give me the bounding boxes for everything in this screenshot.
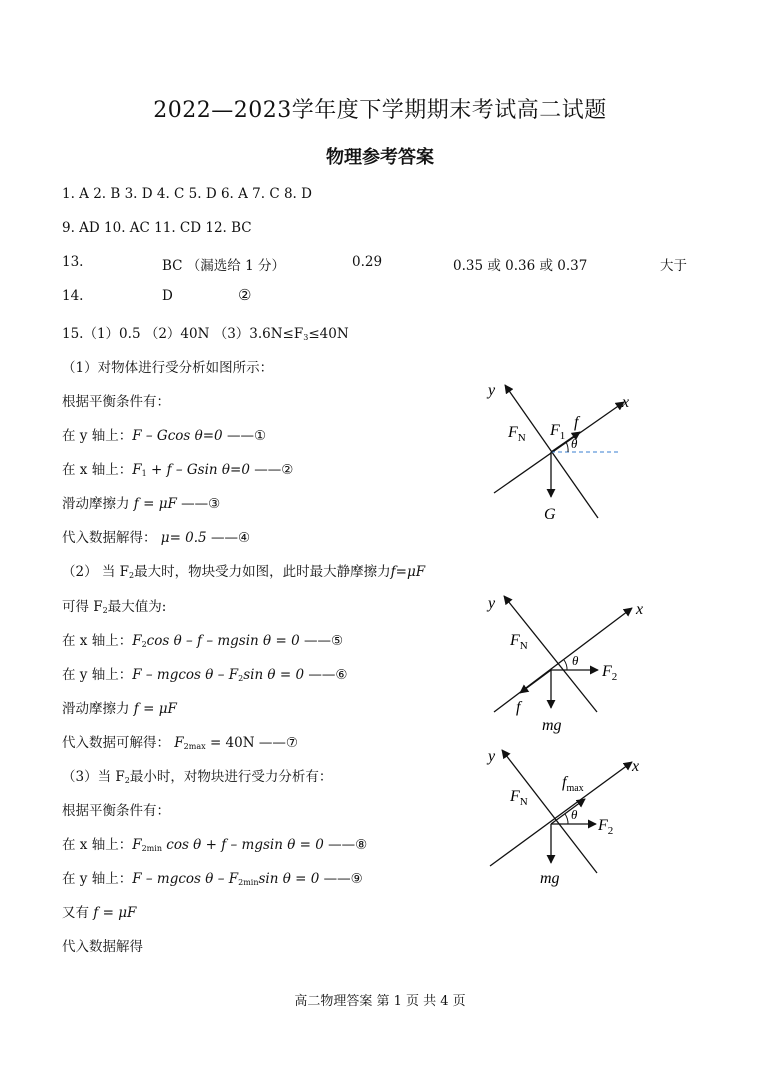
f2-label: $F_2$ xyxy=(602,663,618,683)
q13-answer-d: 大于 xyxy=(660,258,687,274)
normal-force-label: $F_N$ xyxy=(510,632,528,652)
page-subtitle: 物理参考答案 xyxy=(326,147,434,168)
normal-force-label: $F_N$ xyxy=(508,424,526,444)
page-footer: 高二物理答案 第 1 页 共 4 页 xyxy=(294,994,466,1009)
x-axis-label: x xyxy=(622,394,630,411)
q15-part1-condition: 根据平衡条件有： xyxy=(62,394,170,410)
force-diagram-3 xyxy=(480,745,660,895)
equation-7: 代入数据可解得： $F_{2max} = 40N$ ——⑦ xyxy=(62,735,298,751)
f1-label: $F_1$ xyxy=(550,422,566,442)
equation-friction-2: 滑动摩擦力 f = μF xyxy=(62,701,177,717)
equation-friction-3: 又有 f = μF xyxy=(62,905,137,921)
friction-label: f xyxy=(574,414,579,431)
friction-label: f xyxy=(516,699,521,716)
equation-2: 在 x 轴上：$F_1 + f - Gsin$ θ=0 ——② xyxy=(62,462,294,478)
q15-part3-intro: （3）当 $F_2$最小时，对物块进行受力分析有： xyxy=(62,769,333,785)
angle-arc xyxy=(564,660,567,670)
theta-label: θ xyxy=(572,653,579,668)
x-axis-label: x xyxy=(632,758,640,775)
q15-part2-max: 可得 $F_2$最大值为: xyxy=(62,599,167,615)
answers-row-2: 9. AD 10. AC 11. CD 12. BC xyxy=(62,220,252,236)
theta-label: θ xyxy=(571,436,578,451)
y-axis-label: y xyxy=(488,748,496,765)
answers-row-1: 1. A 2. B 3. D 4. C 5. D 6. A 7. C 8. D xyxy=(62,186,312,202)
q13-number: 13. xyxy=(62,254,84,270)
q14-answer-a: D xyxy=(162,288,173,304)
q13-answer-b: 0.29 xyxy=(352,254,383,270)
q15-part2-intro: （2） 当 $F_2$最大时，物块受力如图，此时最大静摩擦力f=μF xyxy=(62,564,426,580)
equation-4: 代入数据解得： μ= 0.5 ——④ xyxy=(62,530,251,546)
q14-number: 14. xyxy=(62,288,84,304)
gravity-label: G xyxy=(544,506,556,523)
x-axis-line xyxy=(494,608,632,712)
q15-part3-last: 代入数据解得 xyxy=(62,939,143,955)
q13-answer-a: BC （漏选给 1 分） xyxy=(162,258,285,274)
x-axis-line xyxy=(494,402,624,493)
equation-1: 在 y 轴上：F – Gcos θ=0 ——① xyxy=(62,428,267,444)
equation-6: 在 y 轴上：F – mgcos θ – $F_2\sin$ θ = 0 ——⑥ xyxy=(62,667,348,683)
q13-answer-c: 0.35 或 0.36 或 0.37 xyxy=(453,258,588,274)
x-axis-label: x xyxy=(636,601,644,618)
q15-summary: 15.（1）0.5 （2）40N $(3)3.6N\le F_3\le 40N$ xyxy=(62,326,349,342)
equation-5: 在 x 轴上：$F_2\cos$ θ – f – mgsin θ = 0 ——⑤ xyxy=(62,633,344,649)
q14-answer-b: ② xyxy=(238,286,252,304)
equation-3: 滑动摩擦力 f = μF ——③ xyxy=(62,496,221,512)
theta-label: θ xyxy=(571,807,578,822)
x-axis-line xyxy=(490,762,632,866)
q15-part1-intro: （1）对物体进行受分析如图所示： xyxy=(62,360,274,376)
f2-label: $F_2$ xyxy=(598,817,614,837)
force-diagram-1 xyxy=(480,375,650,525)
y-axis-label: y xyxy=(488,595,496,612)
force-f-arrow xyxy=(520,670,551,693)
q15-part3-condition: 根据平衡条件有： xyxy=(62,803,170,819)
angle-arc xyxy=(566,442,568,452)
y-axis-label: y xyxy=(488,382,496,399)
weight-label: mg xyxy=(540,870,560,887)
normal-force-label: $F_N$ xyxy=(510,788,528,808)
page-title: 2022—2023学年度下学期期末考试高二试题 xyxy=(153,98,607,123)
force-diagram-2 xyxy=(480,590,650,740)
y-axis-line xyxy=(502,750,597,873)
equation-8: 在 x 轴上：$F_{2min}$ cos θ + f – mgsin θ = 0 ——⑧ xyxy=(62,837,368,853)
angle-arc xyxy=(565,814,568,824)
fmax-label: $f_{max}$ xyxy=(562,774,584,794)
equation-9: 在 y 轴上：F – mgcos θ – $F_{2min}\sin$ θ = 0 ——⑨ xyxy=(62,871,363,887)
weight-label: mg xyxy=(542,717,562,734)
